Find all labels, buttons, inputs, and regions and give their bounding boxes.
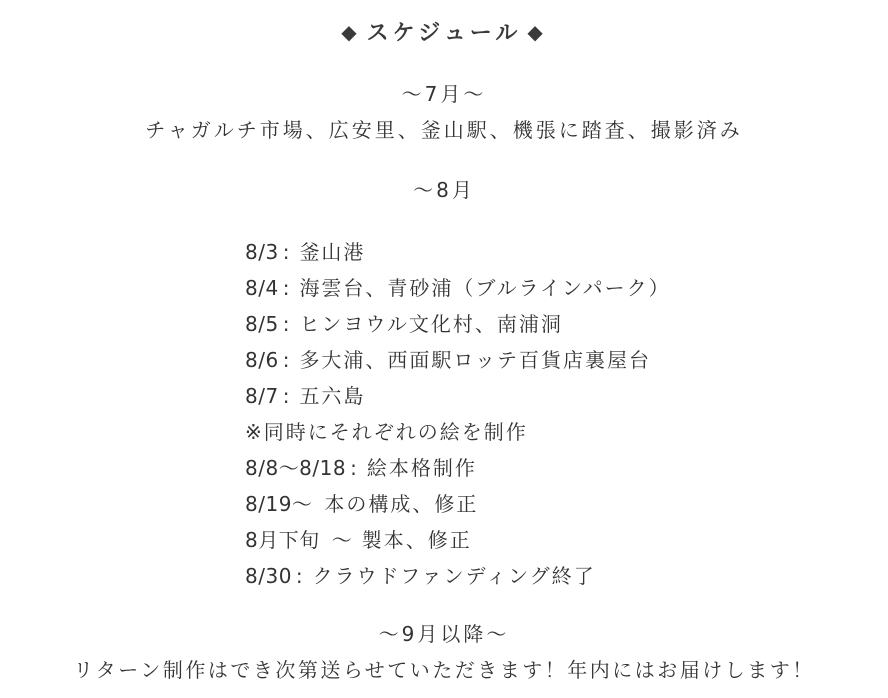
august-label: 〜8月	[413, 178, 475, 202]
list-item	[245, 234, 671, 270]
list-item	[245, 306, 671, 342]
schedule-text: 製本、修正	[361, 528, 472, 552]
list-item	[245, 522, 671, 558]
schedule-text: 釜山港	[299, 240, 366, 264]
list-item	[245, 378, 671, 414]
list-item	[245, 486, 671, 522]
schedule-date: 8/30	[245, 564, 292, 588]
list-item	[245, 558, 671, 594]
schedule-separator: :	[282, 312, 292, 336]
schedule-date: 8/4	[245, 276, 279, 300]
list-item-note	[245, 414, 671, 450]
list-item	[245, 270, 671, 306]
september-text: リターン制作はでき次第送らせていただきます！年内にはお届けします！	[73, 658, 815, 682]
schedule-text: 多大浦、西面駅ロッテ百貨店裏屋台	[299, 348, 652, 372]
august-schedule-list	[245, 234, 671, 594]
schedule-note: ※同時にそれぞれの絵を制作	[245, 420, 528, 444]
schedule-separator: 〜	[331, 528, 354, 552]
schedule-date: 8/6	[245, 348, 279, 372]
diamond-right-icon: ◆	[527, 20, 547, 44]
july-text: チャガルチ市場、広安里、釜山駅、機張に踏査、撮影済み	[145, 118, 743, 142]
schedule-separator: :	[282, 276, 292, 300]
schedule-date: 8月下旬	[245, 528, 320, 552]
schedule-heading	[0, 14, 888, 52]
schedule-text: 絵本格制作	[366, 456, 477, 480]
schedule-text: 本の構成、修正	[324, 492, 479, 516]
september-label: 〜9月以降〜	[378, 622, 510, 646]
schedule-text: ヒンヨウル文化村、南浦洞	[299, 312, 563, 336]
schedule-date: 8/8〜8/18	[245, 456, 347, 480]
schedule-title: スケジュール	[366, 21, 522, 46]
schedule-separator: :	[282, 240, 292, 264]
schedule-separator: :	[282, 348, 292, 372]
schedule-date: 8/5	[245, 312, 279, 336]
july-label: 〜7月〜	[401, 82, 487, 106]
list-item	[245, 450, 671, 486]
schedule-separator: :	[350, 456, 359, 480]
schedule-date: 8/19〜	[245, 492, 313, 516]
schedule-separator: :	[295, 564, 305, 588]
schedule-text: 五六島	[299, 384, 366, 408]
schedule-text: クラウドファンディング終了	[312, 564, 596, 588]
list-item	[245, 342, 671, 378]
schedule-date: 8/7	[245, 384, 279, 408]
schedule-separator: :	[282, 384, 292, 408]
diamond-left-icon: ◆	[341, 20, 361, 44]
schedule-date: 8/3	[245, 240, 279, 264]
schedule-text: 海雲台、青砂浦（ブルラインパーク）	[299, 276, 671, 300]
